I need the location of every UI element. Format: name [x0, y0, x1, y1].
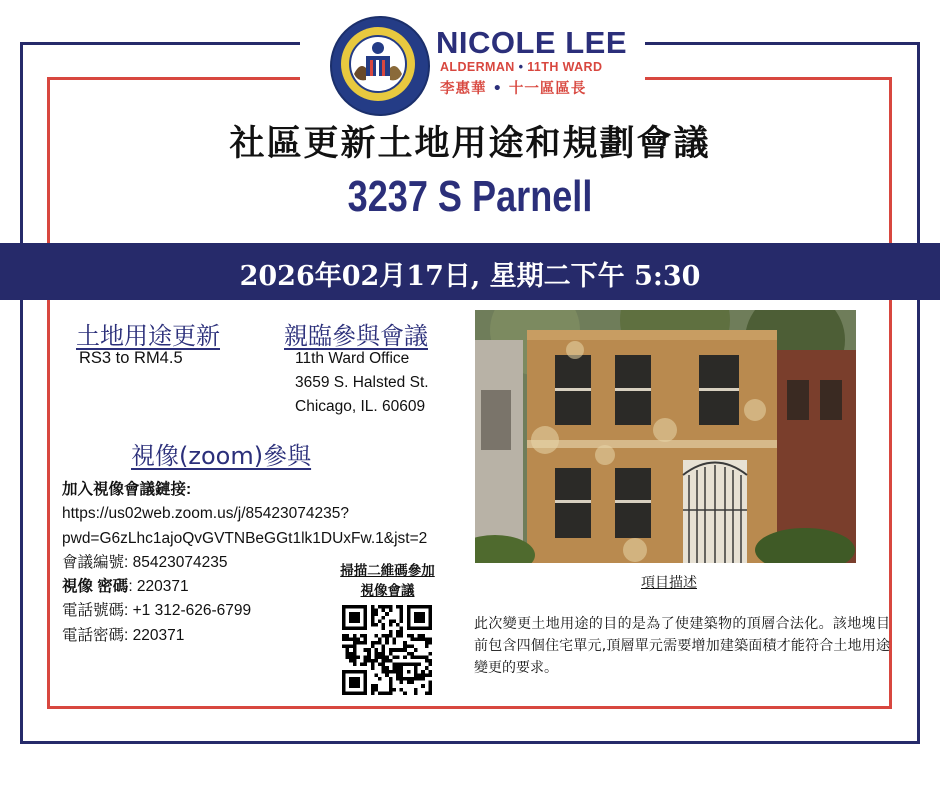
project-description: 此次變更土地用途的目的是為了使建築物的頂層合法化。該地塊目前包含四個住宅單元,頂層單元需要增加建築面積才能符合土地用途變更的要求。	[474, 616, 890, 676]
qr-caption-line1: 掃描二維碼參加	[340, 563, 435, 579]
chinese-title: 十一區區長	[508, 81, 587, 97]
phone-pass-label: 電話密碼:	[62, 626, 133, 644]
in-person-heading: 親臨參與會議	[284, 322, 428, 350]
meeting-id-label: 會議編號:	[62, 553, 133, 571]
chinese-name: 李惠華	[440, 81, 487, 97]
zoom-qr-code[interactable]	[342, 605, 432, 695]
office-city: Chicago, IL. 60609	[295, 398, 426, 415]
zoom-url-line1[interactable]: https://us02web.zoom.us/j/85423074235?	[62, 505, 349, 523]
alderman-name: NICOLE LEE	[436, 25, 628, 60]
property-address: 3237 S Parnell	[347, 172, 593, 221]
role-label: ALDERMAN	[440, 60, 515, 74]
video-heading: 視像(zoom)參與	[131, 442, 312, 470]
office-name: 11th Ward Office	[295, 350, 410, 367]
join-label: 加入視像會議鏈接:	[62, 481, 192, 498]
zoning-change: RS3 to RM4.5	[79, 349, 183, 367]
qr-caption	[325, 561, 450, 601]
meeting-title: 社區更新土地用途和規劃會議	[229, 124, 711, 164]
zoom-url-line2[interactable]: pwd=G6zLhc1ajoQvGVTNBeGGt1lk1DUxFw.1&jst=2	[62, 529, 428, 547]
phone-passcode: 220371	[132, 626, 185, 644]
passcode-label: 視像 密碼	[62, 578, 129, 596]
passcode: : 220371	[128, 578, 189, 596]
meeting-datetime: 2026年02月17日, 星期二下午 5:30	[239, 261, 701, 292]
ward-label: 11TH WARD	[527, 60, 603, 74]
office-street: 3659 S. Halsted St.	[295, 374, 429, 391]
qr-caption-line2: 視像會議	[360, 583, 415, 599]
separator-dot: •	[518, 60, 524, 74]
city-seal-logo	[330, 16, 430, 116]
alderman-subtitle	[440, 60, 602, 74]
property-photo	[475, 310, 856, 563]
meeting-id: 85423074235	[132, 553, 228, 571]
alderman-chinese-line	[440, 77, 586, 98]
project-caption: 項目描述	[641, 575, 697, 591]
phone-label: 電話號碼:	[62, 602, 133, 620]
chinese-separator: •	[492, 81, 503, 97]
phone-number: +1 312-626-6799	[132, 602, 252, 620]
land-use-heading: 土地用途更新	[76, 322, 220, 350]
